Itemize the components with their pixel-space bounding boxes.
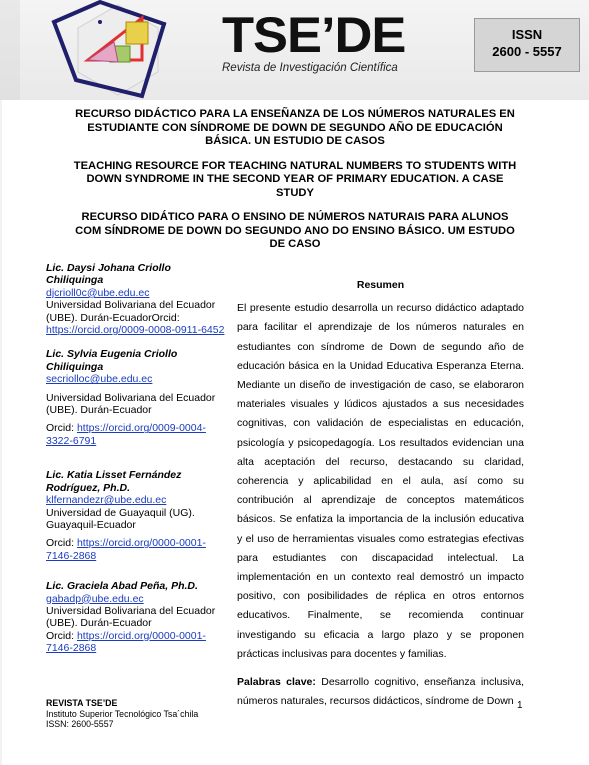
author-email-link[interactable]: gabadp@ube.edu.ec [46, 592, 144, 605]
title-portuguese: RECURSO DIDÁTICO PARA O ENSINO DE NÚMEROS NATURAIS PARA ALUNOS COM SÍNDROME DE DOWN DO SEGUNDO ANO DO ENSINO BÁSICO. UM ESTUDO DE CASO [75, 211, 515, 250]
issn-number: 2600 - 5557 [492, 44, 562, 59]
abstract-text: El presente estudio desarrolla un recurso didáctico adaptado para facilitar el aprendizaje de los números naturales en estudiantes con síndrome de Down de segundo año de educación básica en la Unidad Educativa Esperanza Eterna. Mediante un diseño de investigación de caso, se elaboraron materiales visuales y lúdicos ajustados a sus necesidades cognitivas, con validación de especialistas en educación, psicología y psicopedagogía. Los resultados evidencian una alta aceptación del recurso, destacando su claridad, coherencia y aplicabilidad en el aula, así como su contribución al aprendizaje de conceptos matemáticos básicos. Se enfatiza la importancia de la inclusión educativa y el uso de herramientas visuales como estrategias efectivas para estudiantes con discapacidad intelectual. La implementación en un contexto real demostró un impacto positivo, con posibilidades de réplica en otros entornos educativos. Finalmente, se recomienda continuar investigando su eficacia a largo plazo y se proponen prácticas inclusivas para docentes y familias. [237, 302, 524, 660]
author-affiliation: Universidad de Guayaquil (UG). Guayaquil-Ecuador [46, 506, 195, 531]
author-orcid-link[interactable]: https://orcid.org/0000-0001-7146-2868 [46, 629, 206, 655]
keywords [237, 673, 524, 711]
author-name: Lic. Sylvia Eugenia Criollo Chiliquinga [46, 348, 178, 373]
keywords-text: Desarrollo cognitivo, enseñanza inclusiva, números naturales, recursos didácticos, síndrome de Down [237, 676, 525, 708]
author-block [46, 348, 228, 447]
author-name: Lic. Daysi Johana Criollo Chiliquinga [46, 262, 171, 287]
author-orcid-line [46, 537, 228, 562]
authors-column [46, 262, 228, 667]
article-titles [70, 108, 520, 263]
journal-brand [222, 7, 422, 74]
issn-box [474, 18, 580, 72]
author-email-link[interactable]: secriolloc@ube.edu.ec [46, 373, 153, 386]
journal-title: TSE’DE [222, 7, 406, 63]
keywords-label: Palabras clave: [237, 676, 316, 689]
footer-institute: Instituto Superior Tecnológico Tsa´chila [46, 708, 199, 719]
journal-header [0, 0, 589, 100]
author-orcid-link[interactable]: https://orcid.org/0000-0001-7146-2868 [46, 537, 206, 562]
author-orcid-link[interactable]: https://orcid.org/0009-0004-3322-6791 [46, 422, 206, 447]
footer-journal: REVISTA TSE’DE [46, 698, 118, 708]
title-spanish: RECURSO DIDÁCTICO PARA LA ENSEÑANZA DE LOS NÚMEROS NATURALES EN ESTUDIANTE CON SÍNDROME DE DOWN DE SEGUNDO AÑO DE EDUCACIÓN BÁSICA. UN ESTUDIO DE CASOS [75, 108, 515, 147]
orcid-label: Orcid: [46, 537, 75, 550]
author-affiliation: Universidad Bolivariana del Ecuador (UBE). Durán-EcuadorOrcid: [46, 299, 216, 324]
page-number: 1 [517, 700, 523, 711]
abstract-column [237, 276, 524, 711]
author-orcid-line [46, 630, 228, 655]
abstract-heading: Resumen [356, 279, 405, 291]
decorative-pattern [0, 0, 20, 100]
author-affiliation: Universidad Bolivariana del Ecuador (UBE). Durán-Ecuador [46, 391, 216, 417]
author-orcid-link[interactable]: https://orcid.org/0009-0008-0911-6452 [46, 324, 225, 337]
journal-logo [18, 0, 218, 100]
title-english: TEACHING RESOURCE FOR TEACHING NATURAL NUMBERS TO STUDENTS WITH DOWN SYNDROME IN THE SECOND YEAR OF PRIMARY EDUCATION. A CASE STUDY [73, 159, 517, 199]
author-block [46, 469, 228, 562]
author-affiliation: Universidad Bolivariana del Ecuador (UBE). Durán-Ecuador [46, 604, 216, 630]
journal-subtitle: Revista de Investigación Científica [222, 62, 398, 74]
author-name: Lic. Katia Lisset Fernández Rodríguez, Ph.D. [46, 469, 182, 494]
author-name: Lic. Graciela Abad Peña, Ph.D. [46, 580, 198, 593]
author-block [46, 262, 228, 336]
orcid-label: Orcid: [46, 629, 75, 642]
author-block [46, 580, 228, 654]
author-email-link[interactable]: klfernandezr@ube.edu.ec [46, 494, 167, 507]
page-footer [46, 698, 198, 730]
author-orcid-line [46, 422, 228, 447]
footer-issn: ISSN: 2600-5557 [46, 719, 114, 729]
orcid-label: Orcid: [46, 422, 75, 435]
issn-label: ISSN [511, 27, 543, 42]
page-edge [0, 100, 2, 765]
author-email-link[interactable]: djcrioll0c@ube.edu.ec [46, 286, 150, 299]
